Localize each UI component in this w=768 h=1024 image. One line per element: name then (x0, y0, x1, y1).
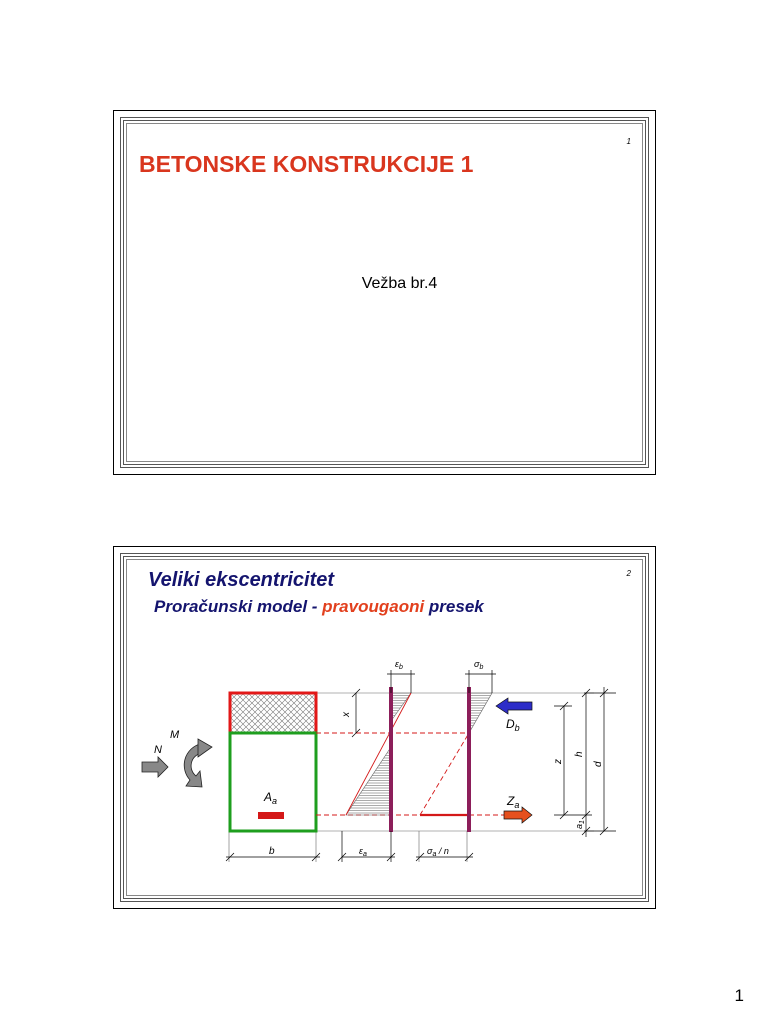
label-h: h (574, 751, 585, 757)
label-x: x (341, 712, 352, 717)
slide-title: Veliki ekscentricitet (148, 569, 335, 591)
dimension-top (387, 670, 496, 693)
slide-number: 2 (626, 569, 631, 578)
label-b: b (269, 846, 275, 857)
slide-title: BETONSKE KONSTRUKCIJE 1 (139, 151, 474, 177)
label-m: M (170, 729, 180, 741)
dimension-x (352, 689, 360, 737)
label-z: z (553, 759, 564, 764)
page-number: 1 (734, 986, 744, 1005)
label-n: N (154, 744, 162, 756)
label-sig-a: $\sigma_a$ / n (427, 846, 449, 858)
dashed-lines (316, 733, 526, 815)
subtitle-part: Proračunski model - (154, 597, 323, 616)
slide-1 (113, 110, 656, 475)
label-d: d (593, 761, 604, 767)
label-za: $Z_a$ (507, 794, 520, 810)
label-eps-b: $\varepsilon_b$ (395, 659, 403, 671)
label-aa: $A_a$ (264, 790, 278, 806)
subtitle-part: presek (424, 597, 484, 616)
moment-arrowhead (198, 739, 212, 757)
db-arrow (496, 698, 532, 714)
label-sig-b: $\sigma_b$ (474, 659, 484, 671)
slide-2 (113, 546, 656, 909)
cross-section-diagram (114, 547, 655, 908)
slide-number: 1 (626, 137, 631, 146)
label-a1: $a_1$ (574, 820, 586, 829)
compression-zone (230, 693, 316, 733)
normal-force-arrow (142, 757, 168, 777)
reinforcement-bar (258, 812, 284, 819)
label-db: $D_b$ (506, 717, 520, 733)
label-eps-a: $\varepsilon_a$ (359, 846, 367, 858)
stress-compression (469, 693, 492, 733)
strain-tension (346, 747, 391, 815)
slide-subtitle: Vežba br.4 (361, 275, 438, 292)
subtitle-accent: pravougaoni (322, 597, 425, 616)
strain-compression (391, 693, 411, 721)
